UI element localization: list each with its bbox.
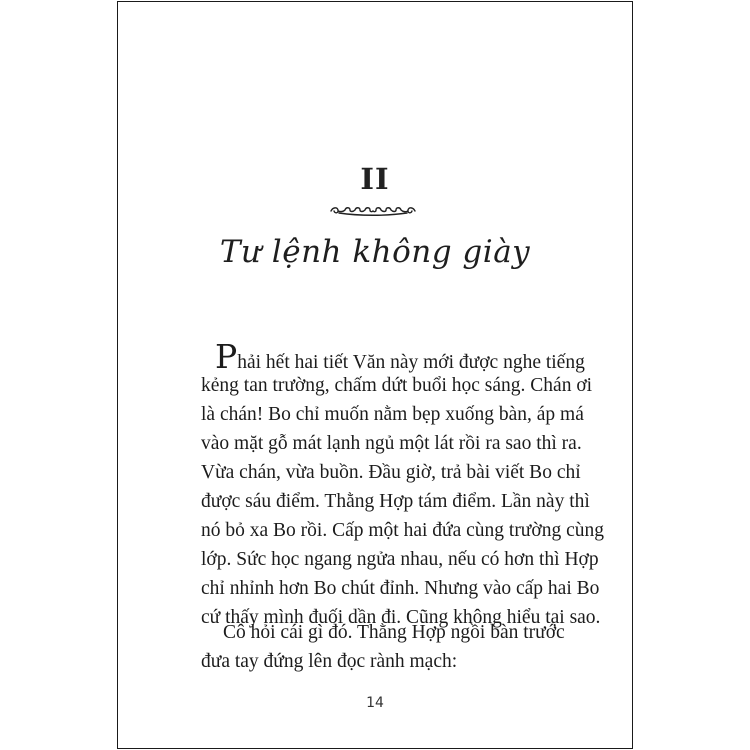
chapter-number: II xyxy=(360,162,390,196)
text-line: chỉ nhỉnh hơn Bo chút đỉnh. Nhưng vào cấp hai Bo xyxy=(201,578,600,599)
book-page xyxy=(117,1,633,749)
text-line: đưa tay đứng lên đọc rành mạch: xyxy=(201,651,458,672)
text-line: Vừa chán, vừa buồn. Đầu giờ, trả bài viết Bo chỉ xyxy=(201,462,581,483)
text-line: kẻng tan trường, chấm dứt buổi học sáng. Chán ơi xyxy=(201,375,593,396)
chapter-title: Tư lệnh không giày xyxy=(219,234,531,270)
paragraph-2 xyxy=(201,618,569,676)
text-line: là chán! Bo chỉ muốn nằm bẹp xuống bàn, áp má xyxy=(201,404,584,425)
drop-cap: P xyxy=(215,337,238,376)
text-line xyxy=(201,618,569,647)
text-line: nó bỏ xa Bo rồi. Cấp một hai đứa cùng trường cùng xyxy=(201,520,604,541)
text-line: được sáu điểm. Thằng Hợp tám điểm. Lần này thì xyxy=(201,491,590,512)
text-line xyxy=(201,337,585,376)
text-line: cứ thấy mình đuối dần đi. Cũng không hiểu tại sao. xyxy=(201,607,601,628)
page-number: 14 xyxy=(366,695,384,711)
paragraph-1 xyxy=(201,337,604,632)
text-line-content: hải hết hai tiết Văn này mới được nghe tiếng xyxy=(237,352,585,373)
text-line: vào mặt gỗ mát lạnh ngủ một lát rồi ra sao thì ra. xyxy=(201,433,582,454)
text-line-content: Cô hỏi cái gì đó. Thằng Hợp ngồi bàn trước xyxy=(223,622,565,643)
scroll-flourish-icon xyxy=(329,200,417,218)
text-line: lớp. Sức học ngang ngửa nhau, nếu có hơn thì Hợp xyxy=(201,549,599,570)
